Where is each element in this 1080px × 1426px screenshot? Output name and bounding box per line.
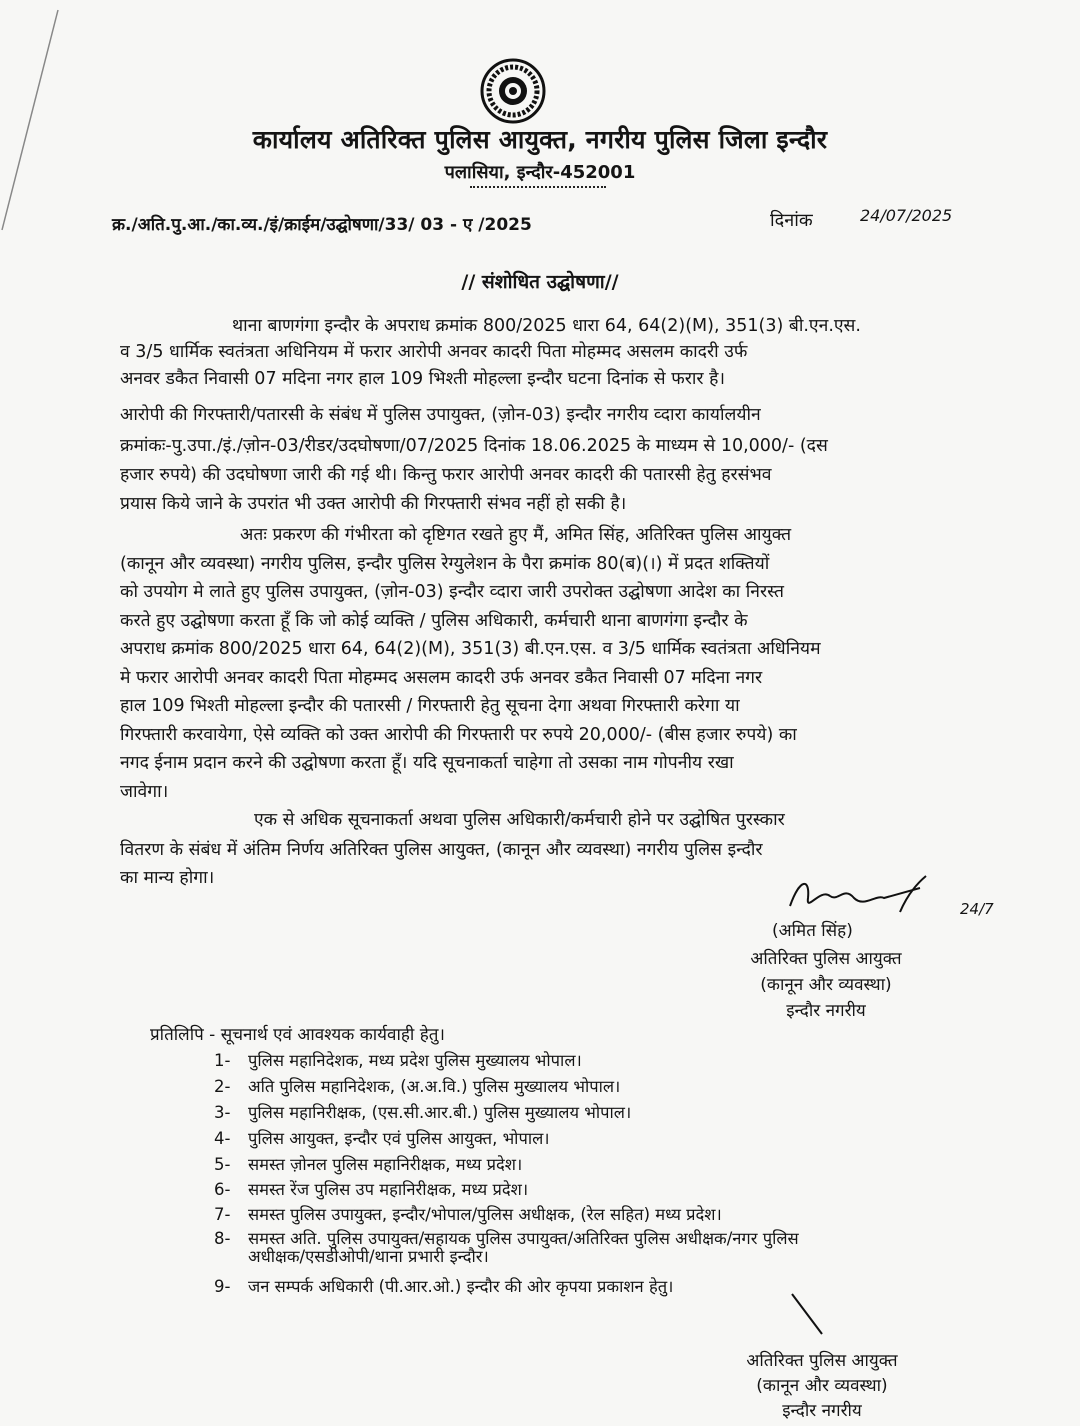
body-line: एक से अधिक सूचनाकर्ता अथवा पुलिस अधिकारी/कर्मचारी होने पर उद्घोषित पुरस्कार <box>254 810 785 830</box>
list-item: 9- जन सम्पर्क अधिकारी (पी.आर.ओ.) इन्दौर की ओर कृपया प्रकाशन हेतु। <box>214 1277 674 1296</box>
signature-date: 24/7 <box>960 900 994 918</box>
list-item-continuation: अधीक्षक/एसडीओपी/थाना प्रभारी इन्दौर। <box>248 1247 489 1266</box>
office-address: पलासिया, इन्दौर-452001 <box>444 162 636 183</box>
body-line: प्रयास किये जाने के उपरांत भी उक्त आरोपी की गिरफ्तारी संभव नहीं हो सकी है। <box>120 494 627 514</box>
date-value: 24/07/2025 <box>860 206 953 225</box>
date-label: दिनांक <box>770 210 813 231</box>
footer-department: (कानून और व्यवस्था) <box>756 1376 888 1396</box>
body-line: क्रमांकः-पु.उपा./इं./ज़ोन-03/रीडर/उदघोषणा/07/2025 दिनांक 18.06.2025 के माध्यम से 10,000/- (दस <box>120 436 828 456</box>
body-line: अनवर डकैत निवासी 07 मदिना नगर हाल 109 भिश्ती मोहल्ला इन्दौर घटना दिनांक से फरार है। <box>120 369 726 389</box>
office-title: कार्यालय अतिरिक्त पुलिस आयुक्त, नगरीय पुलिस जिला इन्दौर <box>252 125 828 154</box>
body-line: नगद ईनाम प्रदान करने की उद्घोषणा करता हूँ। यदि सूचनाकर्ता चाहेगा तो उसका नाम गोपनीय रखा <box>120 753 734 773</box>
body-line: करते हुए उद्घोषणा करता हूँ कि जो कोई व्यक्ति / पुलिस अधिकारी, कर्मचारी थाना बाणगंगा इन्दौर के <box>120 611 748 631</box>
body-line: थाना बाणगंगा इन्दौर के अपराध क्रमांक 800/2025 धारा 64, 64(2)(M), 351(3) बी.एन.एस. <box>232 316 861 336</box>
list-item: 7- समस्त पुलिस उपायुक्त, इन्दौर/भोपाल/पुलिस अधीक्षक, (रेल सहित) मध्य प्रदेश। <box>214 1205 722 1224</box>
document-heading: // संशोधित उद्घोषणा// <box>461 271 619 293</box>
footer-location: इन्दौर नगरीय <box>782 1401 862 1421</box>
check-mark-icon <box>788 1290 828 1340</box>
list-item: 4- पुलिस आयुक्त, इन्दौर एवं पुलिस आयुक्त, भोपाल। <box>214 1129 550 1148</box>
body-line: को उपयोग मे लाते हुए पुलिस उपायुक्त, (ज़ोन-03) इन्दौर व्दारा जारी उपरोक्त उद्घोषणा आदेश का निरस्त <box>120 582 784 602</box>
body-line: अतः प्रकरण की गंभीरता को दृष्टिगत रखते हुए मैं, अमित सिंह, अतिरिक्त पुलिस आयुक्त <box>240 525 792 545</box>
signatory-location: इन्दौर नगरीय <box>786 1001 866 1021</box>
list-item: 3- पुलिस महानिरीक्षक, (एस.सी.आर.बी.) पुलिस मुख्यालय भोपाल। <box>214 1103 632 1122</box>
signatory-department: (कानून और व्यवस्था) <box>760 975 892 995</box>
header-divider <box>470 186 606 188</box>
signatory-designation: अतिरिक्त पुलिस आयुक्त <box>750 949 902 969</box>
body-line: वितरण के संबंध में अंतिम निर्णय अतिरिक्त पुलिस आयुक्त, (कानून और व्यवस्था) नगरीय पुलिस इन्दौर <box>120 840 763 860</box>
body-line: मे फरार आरोपी अनवर कादरी पिता मोहम्मद असलम कादरी उर्फ अनवर डकैत निवासी 07 मदिना नगर <box>120 668 763 688</box>
body-line: जावेगा। <box>120 782 169 802</box>
footer-designation: अतिरिक्त पुलिस आयुक्त <box>746 1351 898 1371</box>
list-item: 5- समस्त ज़ोनल पुलिस महानिरीक्षक, मध्य प्रदेश। <box>214 1155 523 1174</box>
body-line: हाल 109 भिश्ती मोहल्ला इन्दौर की पतारसी / गिरफ्तारी हेतु सूचना देगा अथवा गिरफ्तारी करेगा या <box>120 696 740 716</box>
list-item: 2- अति पुलिस महानिदेशक, (अ.अ.वि.) पुलिस मुख्यालय भोपाल। <box>214 1077 621 1096</box>
signature-scribble-icon <box>780 868 960 920</box>
body-line: का मान्य होगा। <box>120 868 215 888</box>
police-emblem-icon <box>480 58 546 124</box>
reference-number: क्र./अति.पु.आ./का.व्य./इं/क्राईम/उद्घोषणा/33/ 03 - ए /2025 <box>112 215 532 235</box>
list-item: 8- समस्त अति. पुलिस उपायुक्त/सहायक पुलिस उपायुक्त/अतिरिक्त पुलिस अधीक्षक/नगर पुलिस <box>214 1229 799 1248</box>
body-line: गिरफ्तारी करवायेगा, ऐसे व्यक्ति को उक्त आरोपी की गिरफ्तारी पर रुपये 20,000/- (बीस हजार रुपये) का <box>120 725 797 745</box>
body-line: आरोपी की गिरफ्तारी/पतारसी के संबंध में पुलिस उपायुक्त, (ज़ोन-03) इन्दौर नगरीय व्दारा कार्यालयीन <box>120 405 761 425</box>
signatory-name: (अमित सिंह) <box>772 921 853 941</box>
body-line: व 3/5 धार्मिक स्वतंत्रता अधिनियम में फरार आरोपी अनवर कादरी पिता मोहम्मद असलम कादरी उर्फ <box>120 342 748 362</box>
body-line: (कानून और व्यवस्था) नगरीय पुलिस, इन्दौर पुलिस रेग्युलेशन के पैरा क्रमांक 80(ब)(।) में प्रदत शक्तियों <box>120 554 770 574</box>
list-item: 6- समस्त रेंज पुलिस उप महानिरीक्षक, मध्य प्रदेश। <box>214 1180 529 1199</box>
copy-list-intro: प्रतिलिपि - सूचनार्थ एवं आवश्यक कार्यवाही हेतु। <box>150 1025 445 1045</box>
list-item: 1- पुलिस महानिदेशक, मध्य प्रदेश पुलिस मुख्यालय भोपाल। <box>214 1051 582 1070</box>
body-line: अपराध क्रमांक 800/2025 धारा 64, 64(2)(M), 351(3) बी.एन.एस. व 3/5 धार्मिक स्वतंत्रता अधिनियम <box>120 639 821 659</box>
body-line: हजार रुपये) की उदघोषणा जारी की गई थी। किन्तु फरार आरोपी अनवर कादरी की पतारसी हेतु हरसंभव <box>120 465 772 485</box>
